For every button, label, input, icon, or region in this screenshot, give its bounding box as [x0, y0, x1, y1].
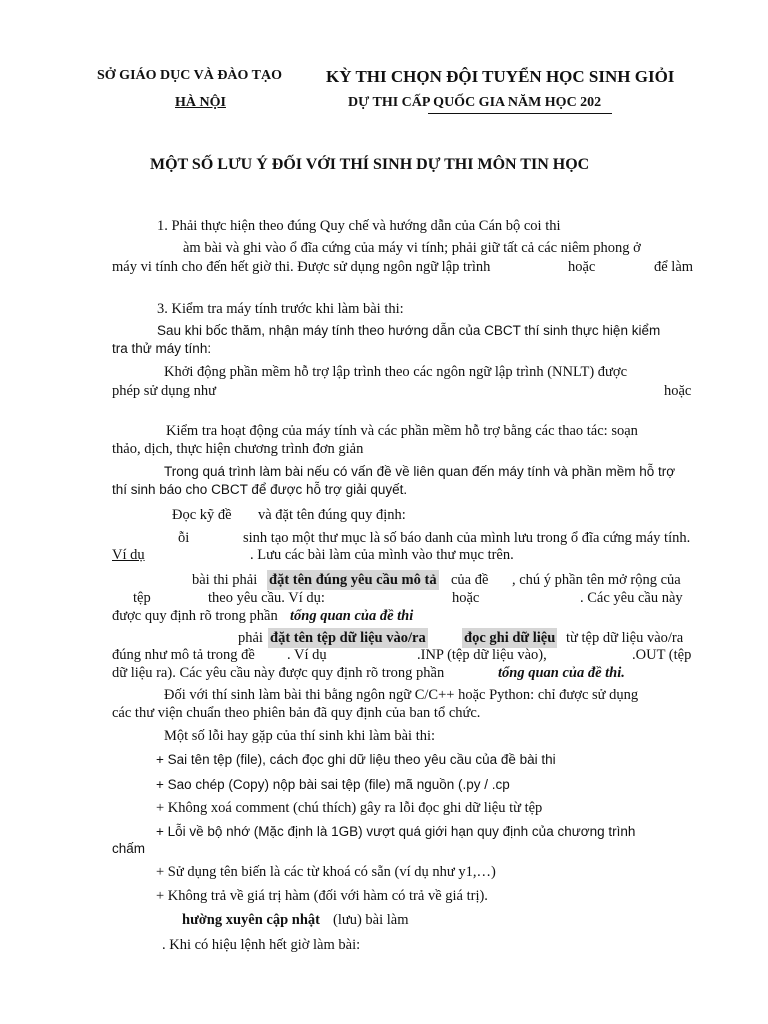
- paragraph: hoặc: [452, 590, 480, 606]
- paragraph: phép sử dụng như: [112, 383, 216, 399]
- paragraph: .INP (tệp dữ liệu vào),: [417, 647, 547, 663]
- paragraph: đúng như mô tả trong đề: [112, 647, 255, 663]
- paragraph: máy vi tính cho đến hết giờ thi. Được sử dụng ngôn ngữ lập trình: [112, 259, 491, 275]
- paragraph: được quy định rõ trong phần: [112, 608, 278, 624]
- paragraph: các thư viện chuẩn theo phiên bản đã quy định của ban tổ chức.: [112, 705, 481, 721]
- paragraph: 1. Phải thực hiện theo đúng Quy chế và hướng dẫn của Cán bộ coi thi: [157, 218, 561, 234]
- paragraph: sinh tạo một thư mục là số báo danh của mình lưu trong ổ đĩa cứng máy tính.: [243, 530, 691, 546]
- paragraph: . Lưu các bài làm của mình vào thư mục trên.: [250, 547, 514, 563]
- paragraph: tra thử máy tính:: [112, 341, 212, 356]
- highlight-text: đặt tên đúng yêu cầu mô tả: [269, 572, 437, 588]
- paragraph: . Ví dụ: [287, 647, 327, 663]
- city-name: HÀ NỘI: [175, 95, 226, 110]
- page-title: MỘT SỐ LƯU Ý ĐỐI VỚI THÍ SINH DỰ THI MÔN TIN HỌC: [150, 156, 590, 173]
- paragraph: và đặt tên đúng quy định:: [258, 507, 406, 523]
- paragraph: của đề: [451, 572, 489, 588]
- example-label: Ví dụ: [112, 547, 145, 563]
- paragraph: Đối với thí sinh làm bài thi bằng ngôn ngữ C/C++ hoặc Python: chỉ được sử dụng: [164, 687, 639, 703]
- paragraph: Kiểm tra hoạt động của máy tính và các phần mềm hỗ trợ bằng các thao tác: soạn: [166, 423, 638, 439]
- emphasis-text: tổng quan của đề thi: [290, 608, 414, 624]
- paragraph: tệp: [133, 590, 151, 606]
- paragraph: Đọc kỹ đề: [172, 507, 232, 523]
- highlight-text: đặt tên tệp dữ liệu vào/ra: [270, 630, 426, 646]
- paragraph: àm bài và ghi vào ổ đĩa cứng của máy vi tính; phải giữ tất cả các niêm phong ở: [183, 240, 641, 256]
- paragraph: thảo, dịch, thực hiện chương trình đơn giản: [112, 441, 364, 457]
- paragraph: .OUT (tệp: [632, 647, 692, 663]
- paragraph: ỗi: [178, 530, 190, 546]
- list-item: + Lỗi về bộ nhớ (Mặc định là 1GB) vượt quá giới hạn quy định của chương trình: [156, 824, 636, 839]
- paragraph: Trong quá trình làm bài nếu có vấn đề về liên quan đến máy tính và phần mềm hỗ trợ: [164, 464, 676, 479]
- paragraph: từ tệp dữ liệu vào/ra: [566, 630, 684, 646]
- paragraph: bài thi phải: [192, 572, 258, 588]
- exam-name: KỲ THI CHỌN ĐỘI TUYỂN HỌC SINH GIỎI: [326, 67, 675, 86]
- paragraph: hoặc: [664, 383, 692, 399]
- paragraph: hoặc: [568, 259, 596, 275]
- list-item: + Sao chép (Copy) nộp bài sai tệp (file) mã nguồn (.py / .cp: [156, 777, 510, 792]
- list-item: + Không xoá comment (chú thích) gây ra lỗi đọc ghi dữ liệu từ tệp: [156, 800, 543, 816]
- paragraph: . Các yêu cầu này: [580, 590, 683, 606]
- list-item: + Không trả về giá trị hàm (đối với hàm có trả về giá trị).: [156, 888, 488, 904]
- emphasis-text: tổng quan của đề thi.: [498, 665, 625, 681]
- paragraph: dữ liệu ra). Các yêu cầu này được quy định rõ trong phần: [112, 665, 445, 681]
- paragraph: Một số lỗi hay gặp của thí sinh khi làm bài thi:: [164, 728, 436, 744]
- list-item: + Sai tên tệp (file), cách đọc ghi dữ liệu theo yêu cầu của đề bài thi: [156, 752, 556, 767]
- paragraph: . Khi có hiệu lệnh hết giờ làm bài:: [162, 937, 361, 953]
- section-heading: 3. Kiểm tra máy tính trước khi làm bài thi:: [157, 301, 404, 317]
- paragraph: Sau khi bốc thăm, nhận máy tính theo hướng dẫn của CBCT thí sinh thực hiện kiểm: [157, 323, 661, 338]
- header-underline: [428, 113, 612, 114]
- paragraph: Khởi động phần mềm hỗ trợ lập trình theo các ngôn ngữ lập trình (NNLT) được: [164, 364, 628, 380]
- list-item: + Sử dụng tên biến là các từ khoá có sẵn (ví dụ như y1,…): [156, 864, 496, 880]
- paragraph: , chú ý phần tên mở rộng của: [512, 572, 681, 588]
- paragraph: để làm: [654, 259, 694, 275]
- paragraph: thí sinh báo cho CBCT để được hỗ trợ giải quyết.: [112, 482, 408, 497]
- emphasis-text: hường xuyên cập nhật: [182, 912, 321, 928]
- paragraph: phải: [238, 630, 263, 646]
- paragraph: theo yêu cầu. Ví dụ:: [208, 590, 325, 606]
- exam-subtitle: DỰ THI CẤP QUỐC GIA NĂM HỌC 202: [348, 95, 602, 110]
- department-name: SỞ GIÁO DỤC VÀ ĐÀO TẠO: [97, 68, 283, 83]
- highlight-text: đọc ghi dữ liệu: [464, 630, 556, 646]
- list-item-continuation: chấm: [112, 841, 146, 856]
- paragraph: (lưu) bài làm: [333, 912, 409, 928]
